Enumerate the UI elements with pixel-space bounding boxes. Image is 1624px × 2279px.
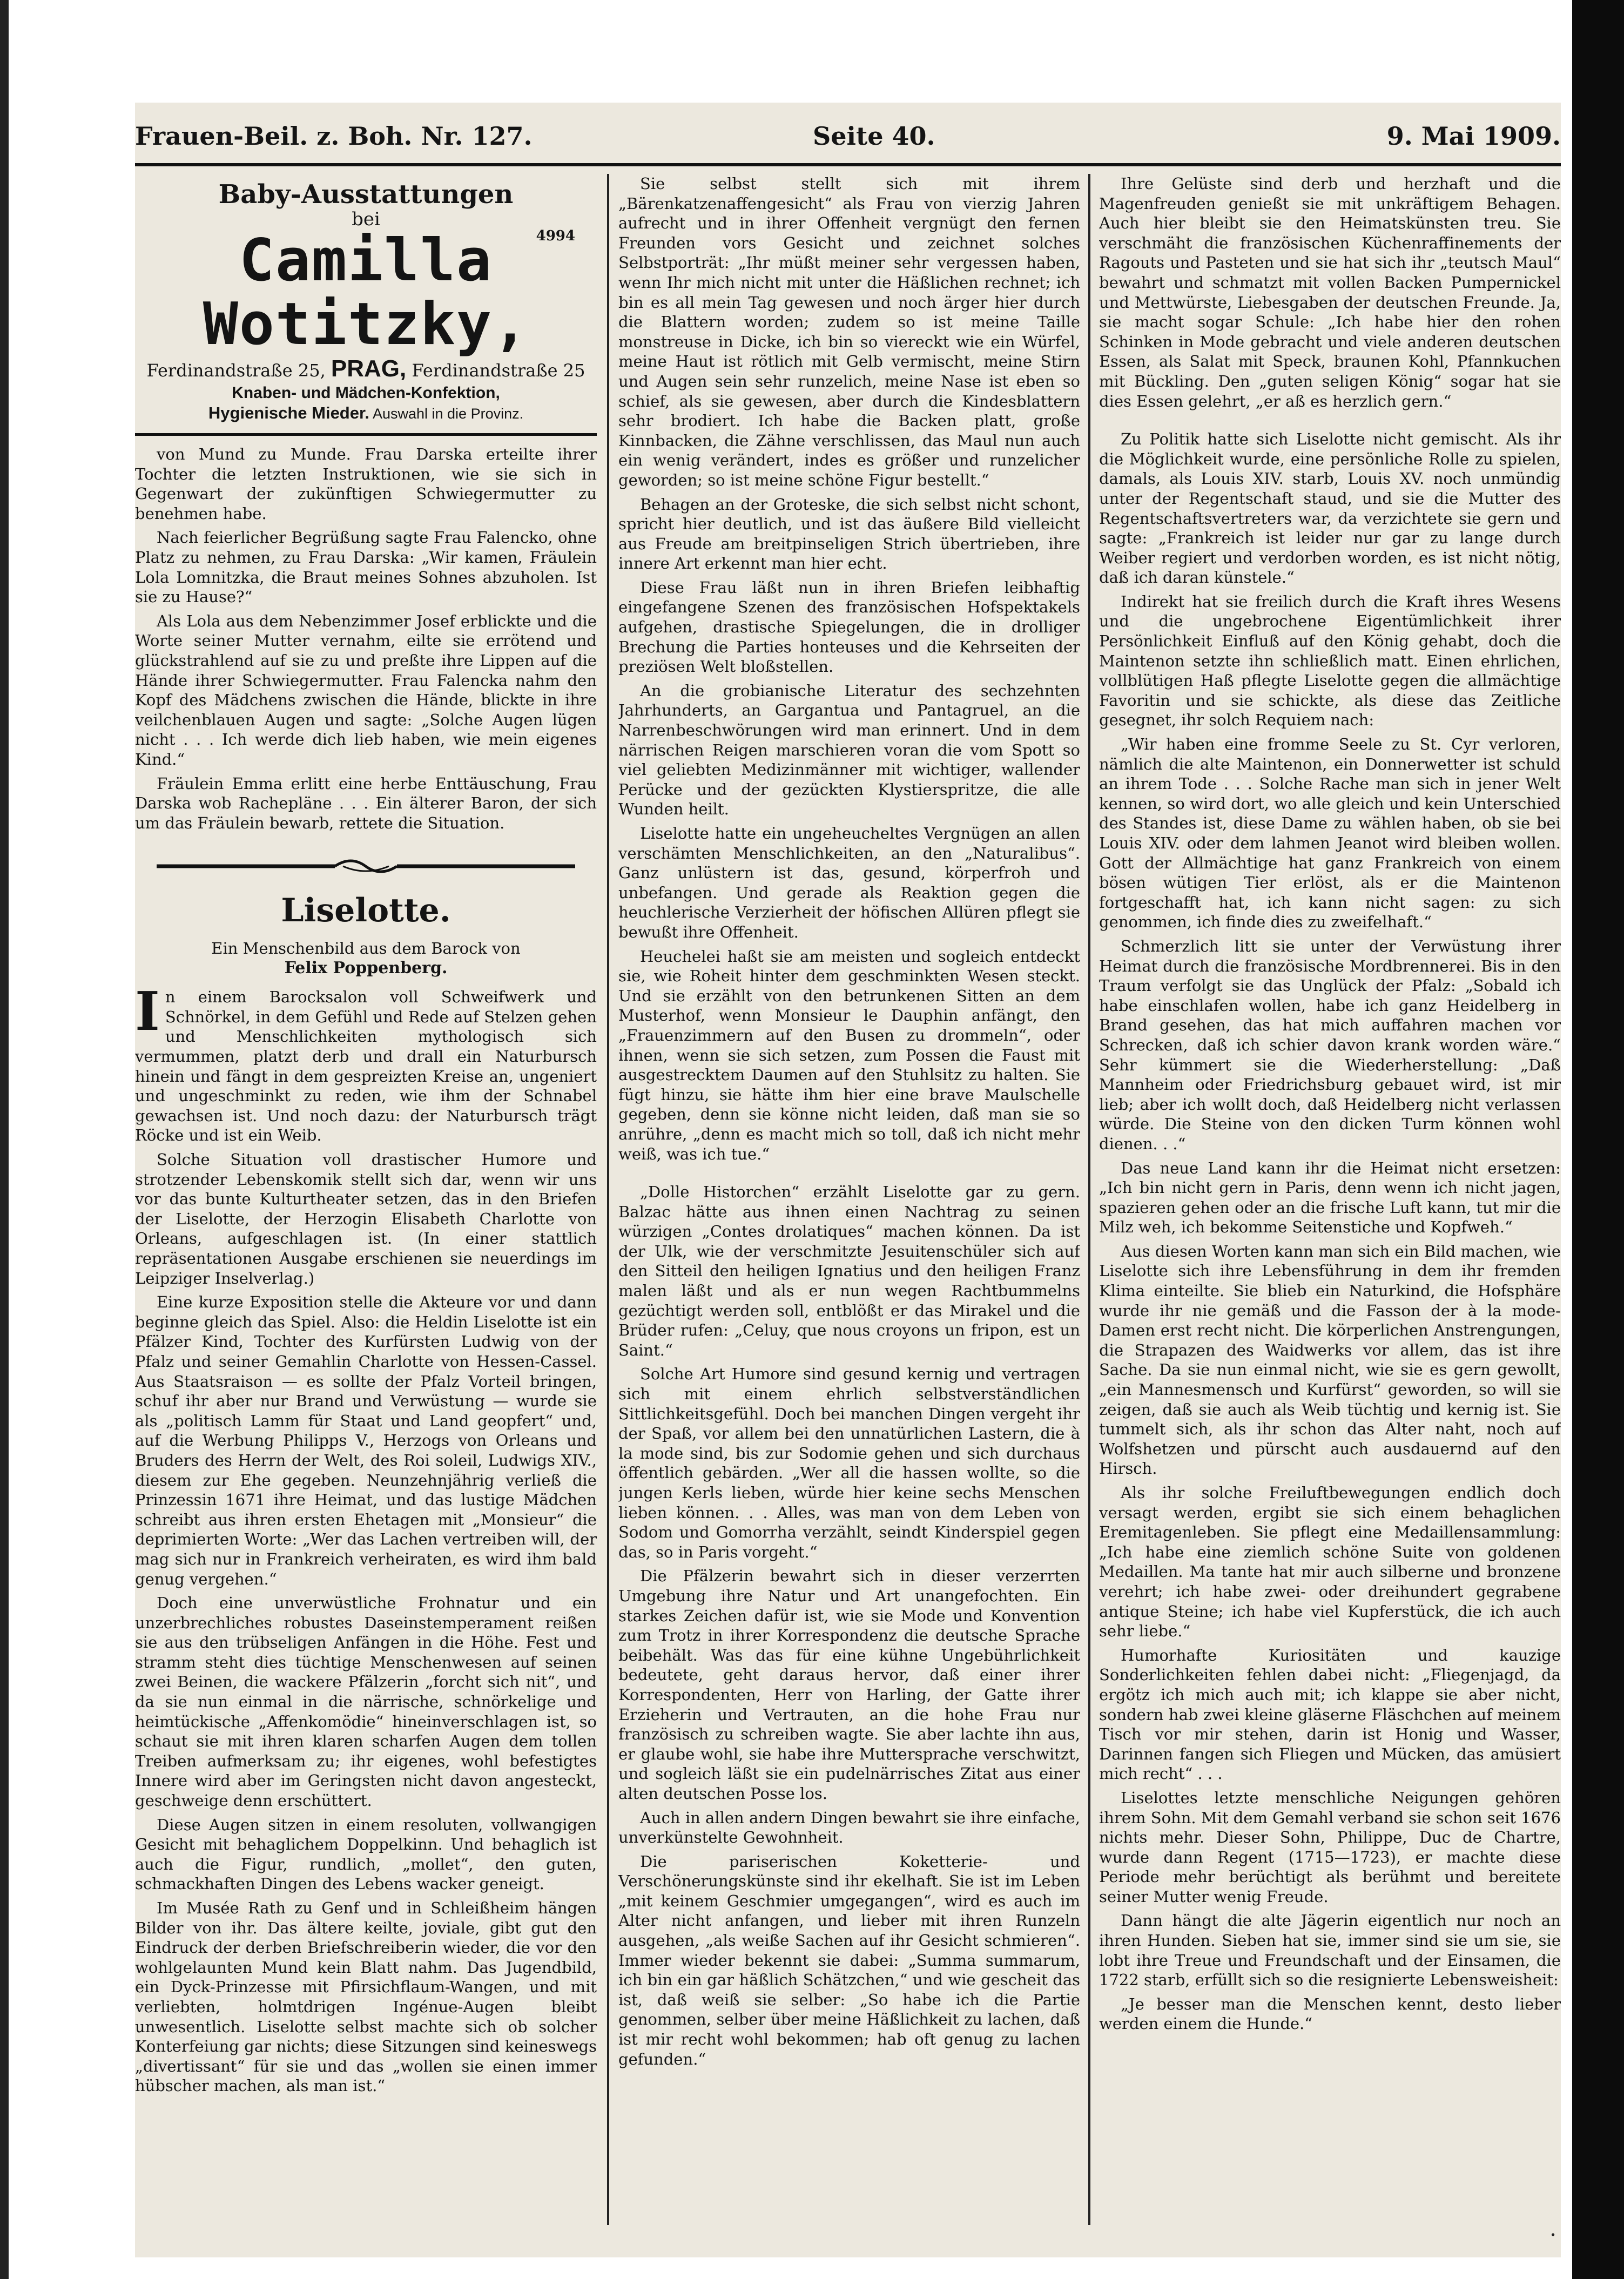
- paragraph-gap: [618, 1168, 1080, 1182]
- ad-address-right: Ferdinandstraße 25: [412, 360, 585, 381]
- page-header: [135, 122, 1561, 154]
- paragraph: Indirekt hat sie freilich durch die Kraft ihres Wesens und die ungebrochene Eigentümlichkeit ihrer Persönlichkeit Einfluß auf den König gehabt, doch die Maintenon setzte ihn schließlich matt. Einen ehrlichen, vollblütigen Haß pflegte Liselotte gegen die allmächtige Favoritin und sie schickte, als diese das Zeitliche gesegnet, ihr solch Requiem nach:: [1099, 592, 1561, 730]
- ad-number: 4994: [536, 228, 575, 244]
- ad-bei: bei: [352, 208, 380, 230]
- paragraph: „Dolle Historchen“ erzählt Liselotte gar zu gern. Balzac hätte aus ihnen einen Nachtrag zu seinen würzigen „Contes drolatiques“ machen können. Da ist der Ulk, wie der verschmitzte Jesuitenschüler sich auf den Sitteil den heiligen Ignatius und den heiligen Franz malen läßt und als er nun wegen Rachtbummelns gezüchtigt werden soll, entblößt er das Mirakel und die Brüder rufen: „Celuy, que nous croyons un fripon, est un Saint.“: [618, 1183, 1080, 1359]
- paragraph: Liselotte hatte ein ungeheucheltes Vergnügen an allen verschämten Menschlichkeiten, an den „Naturalibus“. Ganz unlüstern ist das, gesund, körperfroh und unbefangen. Und gerade als Reaktion gegen die heuchlerische Verzierheit der höfischen Allüren pflegt sie bewußt ihre Offenheit.: [618, 824, 1080, 941]
- column-2: [618, 174, 1080, 2225]
- paragraph: An die grobianische Literatur des sechzehnten Jahrhunderts, an Gargantua und Pantagruel, an die Narrenbeschwörungen wird man erinnert. Und in dem närrischen Reigen marschieren voran die vom Spott so viel geliebten Medizinmänner mit wichtiger, wallender Perücke und der gezückten Klystierspritze, die alle Wunden heilt.: [618, 681, 1080, 819]
- paragraph: Humorhafte Kuriositäten und kauzige Sonderlichkeiten fehlen dabei nicht: „Fliegenjagd, da ergötz ich mich auch mit; ich klappe sie aber nicht, sondern hab zwei kleine gläserne Fläschchen auf meinem Tisch vor mir stehen, darin ist Honig und Wasser, Darinnen fangen sich Fliegen und Mücken, das amüsiert mich recht“ . . .: [1099, 1646, 1561, 1783]
- story-continuation: [135, 444, 597, 833]
- section-ornament: [157, 855, 575, 877]
- paragraph: „Je besser man die Menschen kennt, desto lieber werden einem die Hunde.“: [1099, 1994, 1561, 2033]
- paragraph: Behagen an der Groteske, die sich selbst nicht schont, spricht hier deutlich, und ist das äußere Bild vielleicht aus Freude am breitpinseligen Strich übertrieben, ihre innere Art erkennt man hier echt.: [618, 495, 1080, 573]
- paragraph: Schmerzlich litt sie unter der Verwüstung ihrer Heimat durch die französische Mordbrennerei. Bis in den Traum verfolgt sie das Unglück der Pfalz: „Sobald ich habe einschlafen wollen, habe ich ganz Heidelberg in Brand gesehen, das hat mich auffahren machen vor Schrecken, daß ich schier davon krank worden wäre.“ Sehr kümmert sie die Wiederherstellung: „Daß Mannheim oder Friedrichsburg gebauet wird, ist mir lieb; aber ich wollt doch, daß Heidelberg nicht verlassen würde. Die Steine von den dicken Turm können wohl dienen. . .“: [1099, 936, 1561, 1153]
- header-page-number: Seite 40.: [813, 122, 935, 151]
- paragraph: Als Lola aus dem Nebenzimmer Josef erblickte und die Worte seiner Mutter vernahm, eilte sie errötend und glückstrahlend auf sie zu und preßte ihre Lippen auf die Hände ihrer Schwiegermutter. Frau Falencka nahm den Kopf des Mädchens zwischen die Hände, blickte in ihre veilchenblauen Augen und sagte: „Solche Augen lügen nicht . . . Ich werde dich lieb haben, wie mein eigenes Kind.“: [135, 611, 597, 768]
- paragraph: Heuchelei haßt sie am meisten und sogleich entdeckt sie, wie Roheit hinter dem geschminkten Wesen steckt. Und sie erzählt von den betrunkenen Sitten an dem Musterhof, wenn Monsieur le Dauphin anfängt, den „Frauenzimmern auf den Busen zu drommeln“, oder ihnen, wenn sie sich setzen, zum Possen die Faust mit ausgestrecktem Daumen auf den Stuhlsitz zu halten. Sie fügt hinzu, sie hätte ihm hier eine brave Maulschelle gegeben, denn sie könne nicht leiden, daß man sie so anrühre, „denn es macht mich so toll, daß ich nicht mehr weiß, was ich tue.“: [618, 947, 1080, 1163]
- scan-left-edge: [0, 0, 9, 2279]
- column-1: [135, 174, 597, 2225]
- header-rule: [135, 163, 1561, 166]
- article-title: Liselotte.: [281, 892, 451, 930]
- paragraph: Eine kurze Exposition stelle die Akteure vor und dann beginne gleich das Spiel. Also: die Heldin Liselotte ist ein Pfälzer Kind, Tochter des Kurfürsten Ludwig von der Pfalz und seiner Gemahlin Charlotte von Hessen-Cassel. Aus Staatsraison — es sollte der Pfalz Vorteil bringen, schuf ihr aber nur Brand und Verwüstung — wurde sie als „politisch Lamm für Staat und Land geopfert“ und, auf die Werbung Philipps V., Herzogs von Orleans und Bruders des Herrn der Welt, des Roi soleil, Ludwigs XIV., diesem zur Ehe gegeben. Neunzehnjährig verließ die Prinzessin 1671 ihre Heimat, und das lustige Mädchen schreibt aus ihren ersten Ehetagen mit „Monsieur“ die deprimierten Worte: „Wer das Lachen vertreiben will, der mag sich nur in Frankreich verheiraten, es wird ihm bald genug vergehen.“: [135, 1293, 597, 1588]
- article-author: Felix Poppenberg.: [284, 959, 448, 978]
- article-body-column-1: [135, 1150, 597, 2096]
- drop-cap: I: [135, 981, 160, 1043]
- paragraph: „Wir haben eine fromme Seele zu St. Cyr verloren, nämlich die alte Maintenon, ein Donnerwetter ist schuld an ihrem Tode . . . Solche Rache man sich in jener Welt kennen, so wird dort, wo alle gleich und kein Unterschied des Standes ist, diese Dame zu wählen haben, ob sie bei Louis XIV. oder dem lahmen Jeanot wird bleiben wollen. Gott der Allmächtige hat ganz Frankreich von einem bösen wütigen Tier erlöst, als er die Maintenon fortgeschafft hat, ich kann nicht sagen: zu sich genommen, ich finde dies zu zweifelhaft.“: [1099, 735, 1561, 932]
- ad-line-2: [135, 403, 597, 423]
- paragraph: Diese Frau läßt nun in ihren Briefen leibhaftig eingefangene Szenen des französischen Hofspektakels aufgehen, drastische Spiegelungen, die in drolliger Brechung die Parties honteuses und die Kehrseiten der preziösen Welt bloßstellen.: [618, 578, 1080, 676]
- article-first-paragraph: [135, 981, 597, 1145]
- paragraph: Auch in allen andern Dingen bewahrt sie ihre einfache, unverkünstelte Gewohnheit.: [618, 1808, 1080, 1847]
- paragraph: Sie selbst stellt sich mit ihrem „Bärenkatzenaffengesicht“ als Frau von vierzig Jahren aufrecht und in ihrer Offenheit vergnügt den fernen Freunden vors Gesicht und zeichnet solches Selbstporträt: „Ihr müßt meiner sehr vergessen haben, wenn Ihr mich nicht mit unter die Häßlichen rechnet; ich bin es all mein Tag gewesen und noch ärger hier durch die Blattern worden; zudem so ist meine Taille monstreuse in Dicke, ich bin so viereckt wie ein Würfel, meine Haut ist rötlich mit Gelb vermischt, meine Stirn und Augen sein sehr runzelich, meine Nase ist eben so schief, als sie gewesen, aber durch die Kindesblattern sehr brodiert. Ich habe die Backen platt, große Kinnbacken, die Zähne verschlissen, das Maul nun auch ein wenig verändert, indes es größer und runzelicher geworden; so ist meine schöne Figur bestellt.“: [618, 174, 1080, 489]
- ad-address: [135, 356, 597, 383]
- ad-title: Baby-Ausstattungen: [218, 179, 514, 210]
- paragraph: Fräulein Emma erlitt eine herbe Enttäuschung, Frau Darska wob Rachepläne . . . Ein älterer Baron, der sich um das Fräulein bewarb, rettete die Situation.: [135, 774, 597, 832]
- scan-right-edge: [1572, 0, 1624, 2279]
- paragraph: Doch eine unverwüstliche Frohnatur und ein unzerbrechliches robustes Daseinstemperament reißen sie aus den trübseligen Anfängen in die Höhe. Fest und stramm steht dies tüchtige Menschenwesen auf seinen zwei Beinen, die wackere Pfälzerin „forcht sich nit“, und da sie nun einmal in die närrische, schnörkelige und heimtückische „Affenkomödie“ hineinverschlagen ist, so schaut sie mit ihren klaren scharfen Augen dem tollen Treiben aufmerksam zu; ihr eigenes, wohl befestigtes Innere wird aber im Geringsten nicht davon angesteckt, geschweige denn erschüttert.: [135, 1594, 597, 1810]
- ad-line-2-rest: Auswahl in die Provinz.: [372, 406, 524, 422]
- header-date: 9. Mai 1909.: [1386, 122, 1561, 151]
- paragraph: Solche Art Humore sind gesund kernig und vertragen sich mit einem ehrlich selbstverständlichen Sittlichkeitsgefühl. Doch bei manchen Dingen vergeht ihr der Spaß, vor allem bei den unnatürlichen Lastern, die à la mode sind, bis zur Sodomie gehen und sich durchaus öffentlich gebärden. „Wer all die hassen wollte, so die jungen Kerls lieben, würde hier keine sechs Menschen lieben können. . . Alles, was man von dem Leben von Sodom und Gomorrha verzählt, seindt Kinderspiel gegen das, so in Paris vorgeht.“: [618, 1365, 1080, 1561]
- paragraph: Aus diesen Worten kann man sich ein Bild machen, wie Liselotte sich ihre Lebensführung in dem ihr fremden Klima einteilte. Sie blieb ein Naturkind, die Hofsphäre wurde ihr nie gemäß und die Fasson der à la mode-Damen erst recht nicht. Die körperlichen Anstrengungen, die Strapazen des Waidwerks vor allem, das ist ihre Sache. Da sie nun einmal nicht, wie sie es gern gewollt, „ein Mannesmensch und Kurfürst“ geworden, so will sie zeigen, daß sie auch als Weib tüchtig und kernig ist. Sie tummelt sich, als ihr schon das Alter naht, noch auf Wolfshetzen und pürscht auch ausdauernd auf den Hirsch.: [1099, 1242, 1561, 1478]
- paragraph: Diese Augen sitzen in einem resoluten, vollwangigen Gesicht mit behaglichem Doppelkinn. Und behaglich ist auch die Figur, rundlich, „mollet“, den guten, schmackhaften Dingen des Lebens wacker geneigt.: [135, 1815, 597, 1893]
- article-body-column-3: [1099, 174, 1561, 2034]
- paragraph: Die Pfälzerin bewahrt sich in dieser verzerrten Umgebung ihre Natur und Art unangefochten. Ein starkes Zeichen dafür ist, wie sie Mode und Konvention zum Trotz in ihrer Korrespondenz die deutsche Sprache beibehält. Was das für eine kühne Ungebührlichkeit bedeutete, geht daraus hervor, daß einer ihrer Korrespondenten, Herr von Harling, der Gatte ihrer Erzieherin und Vertrauten, an die hohe Frau nur französisch zu schreiben wagte. Sie aber lachte ihn aus, er glaube wohl, sie habe ihre Muttersprache verschwitzt, und sogleich läßt sie ein pudelnärrisches Zitat aus einer alten deutschen Posse los.: [618, 1567, 1080, 1803]
- ad-line-2-bold: Hygienische Mieder.: [208, 403, 369, 422]
- ad-company-name: Camilla Wotitzky,: [203, 227, 529, 358]
- header-publication: Frauen-Beil. z. Boh. Nr. 127.: [135, 122, 533, 151]
- paragraph: Liselottes letzte menschliche Neigungen gehören ihrem Sohn. Mit dem Gemahl verband sie schon seit 1676 nichts mehr. Dieser Sohn, Philippe, Duc de Chartre, wurde dann Regent (1715—1723), er machte diese Periode mehr berüchtigt als berühmt und bereitete seiner Mutter wenig Freude.: [1099, 1788, 1561, 1906]
- paragraph: Solche Situation voll drastischer Humore und strotzender Lebenskomik stellt sich dar, wenn wir uns vor das bunte Kulturtheater setzen, das in den Briefen der Liselotte, der Herzogin Elisabeth Charlotte von Orleans, aufgeschlagen ist. (In einer stattlich repräsentationen Ausgabe erschienen sie neuerdings im Leipziger Inselverlag.): [135, 1150, 597, 1287]
- paragraph: Die pariserischen Koketterie- und Verschönerungskünste sind ihr ekelhaft. Sie ist im Leben „mit keinem Geschmier umgegangen“, wird es auch im Alter nicht anfangen, und lieber mit ihren Runzeln ausgehen, „als weiße Sachen auf ihr Gesicht schmieren“. Immer wieder bekennt sie dabei: „Summa summarum, ich bin ein gar häßlich Schätzchen,“ und wie gescheit das ist, daß weiß sie selber: „So habe ich die Partie genommen, selber über meine Häßlichkeit zu lachen, daß ist mir recht wohl bekommen; hab oft genug zu lachen gefunden.“: [618, 1852, 1080, 2068]
- ad-city: PRAG,: [331, 355, 407, 382]
- ad-bottom-rule: [135, 433, 597, 436]
- newspaper-page: [135, 103, 1561, 2257]
- ad-address-left: Ferdinandstraße 25,: [146, 360, 326, 381]
- article-body-column-2: [618, 174, 1080, 2069]
- paragraph: von Mund zu Munde. Frau Darska erteilte ihrer Tochter die letzten Instruktionen, wie sie sich in Gegenwart der zukünftigen Schwiegermutter zu benehmen habe.: [135, 445, 597, 523]
- paragraph-gap: [1099, 415, 1561, 429]
- column-divider: [1088, 174, 1090, 2225]
- paragraph: Im Musée Rath zu Genf und in Schleißheim hängen Bilder von ihr. Das ältere keilte, joviale, gibt gut den Eindruck der derben Briefschreiberin wieder, die vor den wohlgelaunten Mund kein Blatt nahm. Das Jugendbild, ein Dyck-Prinzesse mit Pfirsichflaum-Wangen, und mit verliebten, holmtdrigen Ingénue-Augen bleibt unwesentlich. Liselotte selbst machte sich ob solcher Konterfeiung gar nichts; diese Sitzungen sind keineswegs „divertissant“ für sie und das „wollen sie einen immer hübscher machen, als man ist.“: [135, 1899, 597, 2095]
- ad-line-1: Knaben- und Mädchen-Konfektion,: [232, 384, 500, 402]
- page-corner-mark: ·: [1549, 2223, 1556, 2248]
- paragraph: Zu Politik hatte sich Liselotte nicht gemischt. Als ihr die Möglichkeit wurde, eine persönliche Rolle zu spielen, damals, als Louis XIV. starb, Louis XV. noch unmündig unter der Regentschaft staud, und sie die Mutter des Regentschaftsvertreters war, da verzichtete sie gern und sagte: „Frankreich ist leider nur gar zu lange durch Weiber regiert und verdorben worden, es ist nicht nötig, daß ich daran künstele.“: [1099, 430, 1561, 587]
- paragraph: Ihre Gelüste sind derb und herzhaft und die Magenfreuden genießt sie mit unkräftigem Behagen. Auch hier bleibt sie den Heimatskünsten treu. Sie verschmäht die französischen Küchenraffinements der Ragouts und Pasteten und sie hat sich ihr „teutsch Maul“ bewahrt und schmatzt mit vollen Backen Pumpernickel und Mettwürste, Liebesgaben der deutschen Freunde. Ja, sie macht sogar Schule: „Ich habe hier den rohen Schinken in Mode gebracht und viele anderen deutschen Essen, als Salat mit Speck, braunen Kohl, Pfannkuchen mit Bückling. Den „guten seligen König“ sogar hat sie dies Essen gelehrt, „er aß es herzlich gern.“: [1099, 174, 1561, 410]
- paragraph: Dann hängt die alte Jägerin eigentlich nur noch an ihren Hunden. Sieben hat sie, immer sind sie um sie, sie lobt ihre Treue und Freundschaft und der Einsamen, die 1722 starb, erfüllt sich so die resignierte Lebensweisheit:: [1099, 1911, 1561, 1990]
- column-3: [1099, 174, 1561, 2225]
- column-divider: [607, 174, 609, 2225]
- paragraph: Als ihr solche Freiluftbewegungen endlich doch versagt werden, ergibt sie sich einem behaglichen Eremitagenleben. Sie pflegt eine Medaillensammlung: „Ich habe eine ziemlich schöne Suite von goldenen Medaillen. Ma tante hat mir auch silberne und bronzene verehrt; ich habe zwei- oder dreihundert gegrabene antique Steine; ich habe viel Kupferstück, die ich auch sehr liebe.“: [1099, 1484, 1561, 1641]
- article-subtitle: Ein Menschenbild aus dem Barock von: [211, 939, 521, 958]
- paragraph: Nach feierlicher Begrüßung sagte Frau Falencko, ohne Platz zu nehmen, zu Frau Darska: „Wir kamen, Fräulein Lola Lomnitzka, die Braut meines Sohnes abzuholen. Ist sie zu Hause?“: [135, 528, 597, 606]
- paragraph: Das neue Land kann ihr die Heimat nicht ersetzen: „Ich bin nicht gern in Paris, denn wenn ich nicht jagen, spazieren gehen oder an die frische Luft kann, tut mir die Milz weh, ich bekomme Seitenstiche und Kopfweh.“: [1099, 1158, 1561, 1237]
- first-paragraph-text: n einem Barocksalon voll Schweifwerk und Schnörkel, in dem Gefühl und Rede auf Stelzen gehen und Menschlichkeiten mythologisch sich vermummen, platzt derb und drall ein Naturbursch hinein und fängt in dem gespreizten Kreise an, ungeniert und ungeschminkt zu reden, wie ihm der Schnabel gewachsen ist. Und noch dazu: der Naturbursch trägt Röcke und ist ein Weib.: [135, 988, 597, 1145]
- advertisement: [135, 174, 597, 423]
